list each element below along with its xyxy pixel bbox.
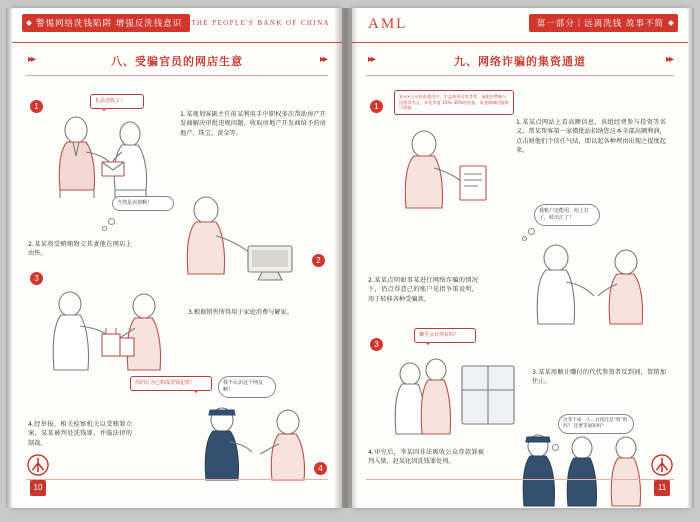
- page-edge-right: [688, 8, 694, 508]
- right-header-tab: 第一部分｜远离洗钱 故事不简: [529, 14, 678, 32]
- right-step-1-badge: 1: [370, 100, 383, 113]
- right-page-header: [352, 8, 688, 43]
- bubble-gift: 礼品送收了！: [90, 94, 144, 109]
- page-edge-left: [6, 8, 12, 508]
- figure-investor-reading: [386, 122, 506, 216]
- left-page-header: [12, 8, 342, 43]
- figure-police-and-two-suspects: [502, 426, 662, 508]
- left-illustration-canvas: [12, 76, 342, 496]
- pboc-logo-right: [651, 454, 673, 476]
- figure-official-and-developer: [42, 112, 172, 200]
- left-header-english: THE PEOPLE'S BANK OF CHINA: [191, 19, 330, 27]
- right-section-title-wrap: [352, 43, 688, 75]
- cloud-dot-3: [528, 228, 535, 235]
- left-section-title: 八、受骗官员的网店生意: [111, 55, 243, 68]
- arrow-right-icon: ▸▸: [319, 54, 326, 65]
- left-footer-rule: [26, 479, 328, 480]
- bubble-account-use: 我账户还能用，给上打了，转出汇了！: [534, 204, 600, 226]
- right-step-3-text: 3.某某周顺计赚付的代代参资者反到间，贺销加住止。: [532, 369, 666, 386]
- bubble-check-account: 你的行为已构成洗钱犯罪！: [130, 376, 212, 391]
- right-step-3-badge: 3: [370, 338, 383, 351]
- right-header-title: AML: [368, 16, 408, 32]
- left-page-number: 10: [30, 480, 46, 496]
- left-step-2-text: 2.某某将受贿贿物交其妻他在网店上由售。: [28, 241, 132, 258]
- right-step-1-text: 1.某某点网站上看高额信息，该组经费参与投资等名义，帮某帮客第一家微批站招纳您这本全部高额利润，点击财他们个信任气结，即以起各种理由出现之提度起来。: [516, 119, 666, 154]
- right-page-number: 11: [654, 480, 670, 496]
- right-section-title: 九、网络诈骗的集资通道: [454, 55, 586, 68]
- left-step-4-badge: 4: [314, 462, 327, 475]
- right-illustration-canvas: [352, 76, 688, 496]
- arrow-left-icon-right-page: ▸▸: [368, 54, 375, 65]
- left-page: [12, 8, 342, 508]
- left-step-4-text: 4.经举报，相关检察机关以受贿罪立案，某某被判处洗钱罪，并临法律的制裁。: [28, 421, 132, 447]
- arrow-right-icon-right-page: ▸▸: [665, 54, 672, 65]
- cloud-dot-1: [108, 218, 115, 225]
- right-footer-rule: [366, 479, 674, 480]
- left-section-title-wrap: [12, 43, 342, 75]
- right-page: [352, 8, 688, 508]
- left-step-3-text: 3.根据销售所得用于家庭消费与解家。: [188, 309, 293, 316]
- figure-shopping-couple: [40, 286, 180, 382]
- left-step-2-badge: 2: [312, 254, 325, 267]
- left-step-1-badge: 1: [30, 100, 43, 113]
- left-header-tab: 警惕网络洗钱陷阱 增强反洗钱意识: [22, 14, 190, 32]
- cloud-dot-2: [102, 226, 107, 231]
- bubble-investment-ad: 亚××公司投资派用户，生益来资开发等等，该组经费参与投资等名义，年化率度 15%–30%的回报，本金保障回报时可领取。: [394, 90, 514, 115]
- figure-police-and-suspect: [188, 398, 328, 490]
- pboc-logo-left: [27, 454, 49, 476]
- bubble-sell-online: 当然是卖掉啊！: [112, 196, 174, 211]
- right-step-2-text: 2.某某点明如事某进行网络诈骗的情况下，仍点得意己的账户见指争策说明，用于转移各种受骗款。: [368, 277, 478, 303]
- bubble-meeting-notice: 赚半会计得有吗？: [414, 328, 476, 343]
- figure-woman-at-computer: [162, 188, 312, 288]
- figure-two-people-talking: [522, 236, 672, 332]
- arrow-left-icon: ▸▸: [28, 54, 35, 65]
- bubble-which-one: 我不认识这个网友啊！: [218, 376, 276, 398]
- bubble-agent-talk: 这等不成一人…这钱还是“资”的吗？ 还要等通知吗？: [558, 414, 634, 434]
- right-step-4-text: 4.审究后，李某因非法吸收公众存款罪被判入狱，赵某化因洗钱罪处刑。: [368, 449, 484, 466]
- left-step-3-badge: 3: [30, 272, 43, 285]
- left-step-1-text: 1.某视划客副主任前某利用手中职权多次帮助房产开发商解决审批违规问题，收取房地产开发商给予的房地产、珠宝、黄金等。: [180, 111, 326, 137]
